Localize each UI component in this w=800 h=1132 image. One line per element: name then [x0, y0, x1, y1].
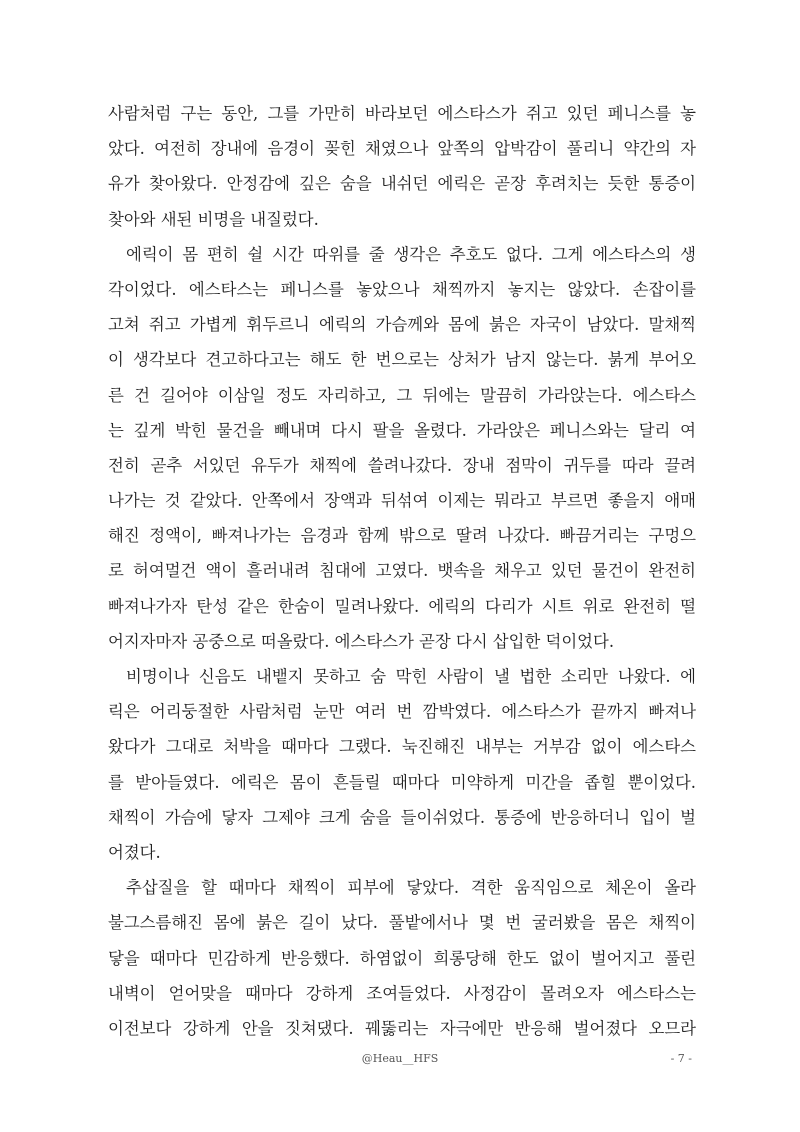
text-line: 로 허여멀건 액이 흘러내려 침대에 고였다. 뱃속을 채우고 있던 물건이 완전히 — [108, 561, 696, 581]
text-line: 비명이나 신음도 내뱉지 못하고 숨 막힌 사람이 낼 법한 소리만 나왔다. 에 — [126, 667, 696, 686]
footer-author: @Heau__HFS — [361, 1052, 439, 1065]
paragraph-2 — [108, 237, 696, 659]
text-line: 해진 정액이, 빠져나가는 음경과 함께 밖으로 딸려 나갔다. 빠끔거리는 구멍으 — [108, 526, 696, 546]
text-line: 를 받아들였다. 에릭은 몸이 흔들릴 때마다 미약하게 미간을 좁힐 뿐이었다. — [108, 772, 696, 792]
text-line: 이전보다 강하게 안을 짓쳐댔다. 꿰뚫리는 자극에만 반응해 벌어졌다 오므라 — [108, 1018, 696, 1038]
text-line: 채찍이 가슴에 닿자 그제야 크게 숨을 들이쉬었다. 통증에 반응하더니 입이 벌 — [108, 807, 696, 827]
text-line: 에릭이 몸 편히 쉴 시간 따위를 줄 생각은 추호도 없다. 그게 에스타스의 생 — [126, 244, 696, 264]
text-line: 유가 찾아왔다. 안정감에 깊은 숨을 내쉬던 에릭은 곧장 후려치는 듯한 통증이 — [108, 174, 696, 194]
text-line: 추삽질을 할 때마다 채찍이 피부에 닿았다. 격한 움직임으로 체온이 올라 — [126, 878, 696, 898]
text-line: 내벽이 얻어맞을 때마다 강하게 조여들었다. 사정감이 몰려오자 에스타스는 — [108, 983, 696, 1003]
body-text — [108, 96, 696, 1046]
text-line: 어졌다. — [108, 842, 161, 862]
text-line: 전히 곧추 서있던 유두가 채찍에 쓸려나갔다. 장내 점막이 귀두를 따라 끌려 — [108, 455, 696, 475]
text-line: 고쳐 쥐고 가볍게 휘두르니 에릭의 가슴께와 몸에 붉은 자국이 남았다. 말채찍 — [108, 315, 696, 335]
paragraph-4 — [108, 870, 696, 1046]
text-line: 이 생각보다 견고하다고는 해도 한 번으로는 상처가 남지 않는다. 붉게 부어오 — [108, 350, 696, 370]
text-line: 사람처럼 구는 동안, 그를 가만히 바라보던 에스타스가 쥐고 있던 페니스를 놓 — [108, 104, 696, 123]
text-line: 왔다가 그대로 처박을 때마다 그랬다. 눅진해진 내부는 거부감 없이 에스타스 — [108, 737, 696, 757]
page-footer — [0, 1052, 800, 1070]
text-line: 른 건 길어야 이삼일 정도 자리하고, 그 뒤에는 말끔히 가라앉는다. 에스타스 — [108, 385, 696, 405]
text-line: 빠져나가자 탄성 같은 한숨이 밀려나왔다. 에릭의 다리가 시트 위로 완전히 떨 — [108, 596, 696, 616]
text-line: 불그스름해진 몸에 붉은 길이 났다. 풀밭에서나 몇 번 굴러봤을 몸은 채찍이 — [108, 913, 696, 933]
text-line: 닿을 때마다 민감하게 반응했다. 하염없이 희롱당해 한도 없이 벌어지고 풀린 — [108, 948, 696, 968]
text-line: 어지자마자 공중으로 떠올랐다. 에스타스가 곧장 다시 삽입한 덕이었다. — [108, 631, 615, 651]
text-line: 았다. 여전히 장내에 음경이 꽂힌 채였으나 앞쪽의 압박감이 풀리니 약간의 자 — [108, 139, 696, 159]
paragraph-3 — [108, 659, 696, 870]
text-line: 나가는 것 같았다. 안쪽에서 장액과 뒤섞여 이제는 뭐라고 부르면 좋을지 애매 — [108, 491, 696, 511]
text-line: 각이었다. 에스타스는 페니스를 놓았으나 채찍까지 놓지는 않았다. 손잡이를 — [108, 279, 696, 299]
page-number: - 7 - — [670, 1052, 692, 1065]
text-line: 는 깊게 박힌 물건을 빼내며 다시 팔을 올렸다. 가라앉은 페니스와는 달리 여 — [108, 420, 696, 440]
text-line: 찾아와 새된 비명을 내질렀다. — [108, 209, 319, 229]
paragraph-1 — [108, 96, 696, 237]
text-line: 릭은 어리둥절한 사람처럼 눈만 여러 번 깜박였다. 에스타스가 끝까지 빠져나 — [108, 702, 696, 722]
